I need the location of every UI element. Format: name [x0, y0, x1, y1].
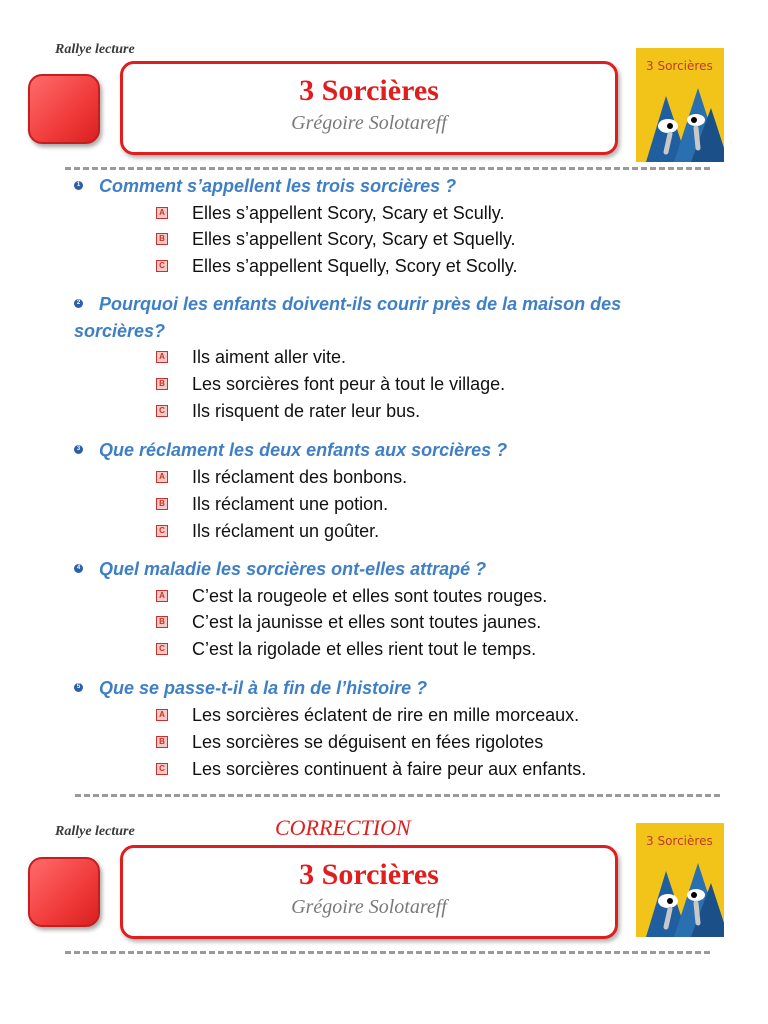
answer-text: Ils réclament un goûter.: [192, 521, 380, 541]
answer-text: Ils réclament une potion.: [192, 494, 389, 514]
question-text-4: Quel maladie les sorcières ont-elles attrapé ?: [99, 559, 487, 579]
question-text-2-line2: sorcières?: [74, 321, 166, 341]
red-square-decoration: [28, 74, 100, 144]
question-4: [74, 556, 714, 583]
answer-4a: [156, 583, 547, 609]
answer-text: Les sorcières éclatent de rire en mille morceaux.: [192, 705, 580, 725]
cover-title-text: 3 Sorcières: [646, 59, 713, 73]
correction-book-cover-image: [636, 823, 724, 937]
question-2: [74, 291, 714, 345]
answer-letter-b: B: [156, 616, 168, 628]
answer-2a: [156, 344, 346, 370]
question-text-5: Que se passe-t-il à la fin de l’histoire ?: [99, 678, 428, 698]
answer-2b: [156, 371, 505, 397]
answer-letter-a: A: [156, 471, 168, 483]
answer-letter-a: A: [156, 351, 168, 363]
correction-rallye-label: Rallye lecture: [55, 824, 135, 839]
separator-middle: [75, 794, 720, 797]
question-text-3: Que réclament les deux enfants aux sorcières ?: [99, 440, 508, 460]
question-1: [74, 173, 714, 200]
answer-5a: [156, 702, 579, 728]
book-title: 3 Sorcières: [299, 74, 439, 107]
correction-book-author: Grégoire Solotareff: [291, 896, 447, 918]
answer-letter-c: C: [156, 643, 168, 655]
correction-red-square: [28, 857, 100, 927]
correction-heading: CORRECTION: [275, 815, 411, 840]
answer-text: C’est la jaunisse et elles sont toutes jaunes.: [192, 612, 542, 632]
answer-letter-b: B: [156, 378, 168, 390]
answer-text: Ils réclament des bonbons.: [192, 467, 408, 487]
answer-text: Les sorcières font peur à tout le village.: [192, 374, 506, 394]
separator-top: [65, 167, 710, 170]
answer-3a: [156, 464, 407, 490]
answer-text: Ils aiment aller vite.: [192, 347, 347, 367]
question-number-2: 2: [74, 299, 83, 308]
answer-3c: [156, 518, 379, 544]
correction-title-box: [120, 845, 618, 939]
answer-letter-c: C: [156, 763, 168, 775]
question-3: [74, 437, 714, 464]
answer-letter-a: A: [156, 709, 168, 721]
answer-text: C’est la rougeole et elles sont toutes rouges.: [192, 586, 548, 606]
answer-2c: [156, 398, 420, 424]
answer-1a: [156, 200, 504, 226]
answer-1c: [156, 253, 518, 279]
question-text-2: Pourquoi les enfants doivent-ils courir près de la maison des: [99, 294, 622, 314]
answer-text: Elles s’appellent Scory, Scary et Scully.: [192, 203, 505, 223]
answer-5c: [156, 756, 586, 782]
answer-4c: [156, 636, 536, 662]
answer-letter-c: C: [156, 260, 168, 272]
separator-bottom: [65, 951, 710, 954]
answer-text: Les sorcières continuent à faire peur aux enfants.: [192, 759, 587, 779]
book-cover-image: [636, 48, 724, 162]
correction-book-title: 3 Sorcières: [299, 858, 439, 891]
answer-text: Ils risquent de rater leur bus.: [192, 401, 421, 421]
answer-3b: [156, 491, 388, 517]
answer-5b: [156, 729, 543, 755]
answer-letter-c: C: [156, 405, 168, 417]
book-author: Grégoire Solotareff: [291, 112, 447, 134]
answer-text: Elles s’appellent Scory, Scary et Squelly.: [192, 229, 516, 249]
answer-letter-a: A: [156, 590, 168, 602]
book-cover-art: [636, 48, 724, 162]
answer-1b: [156, 226, 515, 252]
question-number-3: 3: [74, 445, 83, 454]
question-text-1: Comment s’appellent les trois sorcières ?: [99, 176, 457, 196]
answer-text: Elles s’appellent Squelly, Scory et Scolly.: [192, 256, 518, 276]
correction-cover-title-text: 3 Sorcières: [646, 834, 713, 848]
question-number-5: 5: [74, 683, 83, 692]
answer-letter-c: C: [156, 525, 168, 537]
answer-letter-b: B: [156, 498, 168, 510]
answer-letter-a: A: [156, 207, 168, 219]
answer-text: C’est la rigolade et elles rient tout le temps.: [192, 639, 537, 659]
answer-text: Les sorcières se déguisent en fées rigolotes: [192, 732, 544, 752]
question-5: [74, 675, 714, 702]
question-number-1: 1: [74, 181, 83, 190]
answer-letter-b: B: [156, 736, 168, 748]
rallye-label: Rallye lecture: [55, 42, 135, 57]
title-box: [120, 61, 618, 155]
question-number-4: 4: [74, 564, 83, 573]
answer-letter-b: B: [156, 233, 168, 245]
answer-4b: [156, 609, 541, 635]
correction-book-cover-art: [636, 823, 724, 937]
